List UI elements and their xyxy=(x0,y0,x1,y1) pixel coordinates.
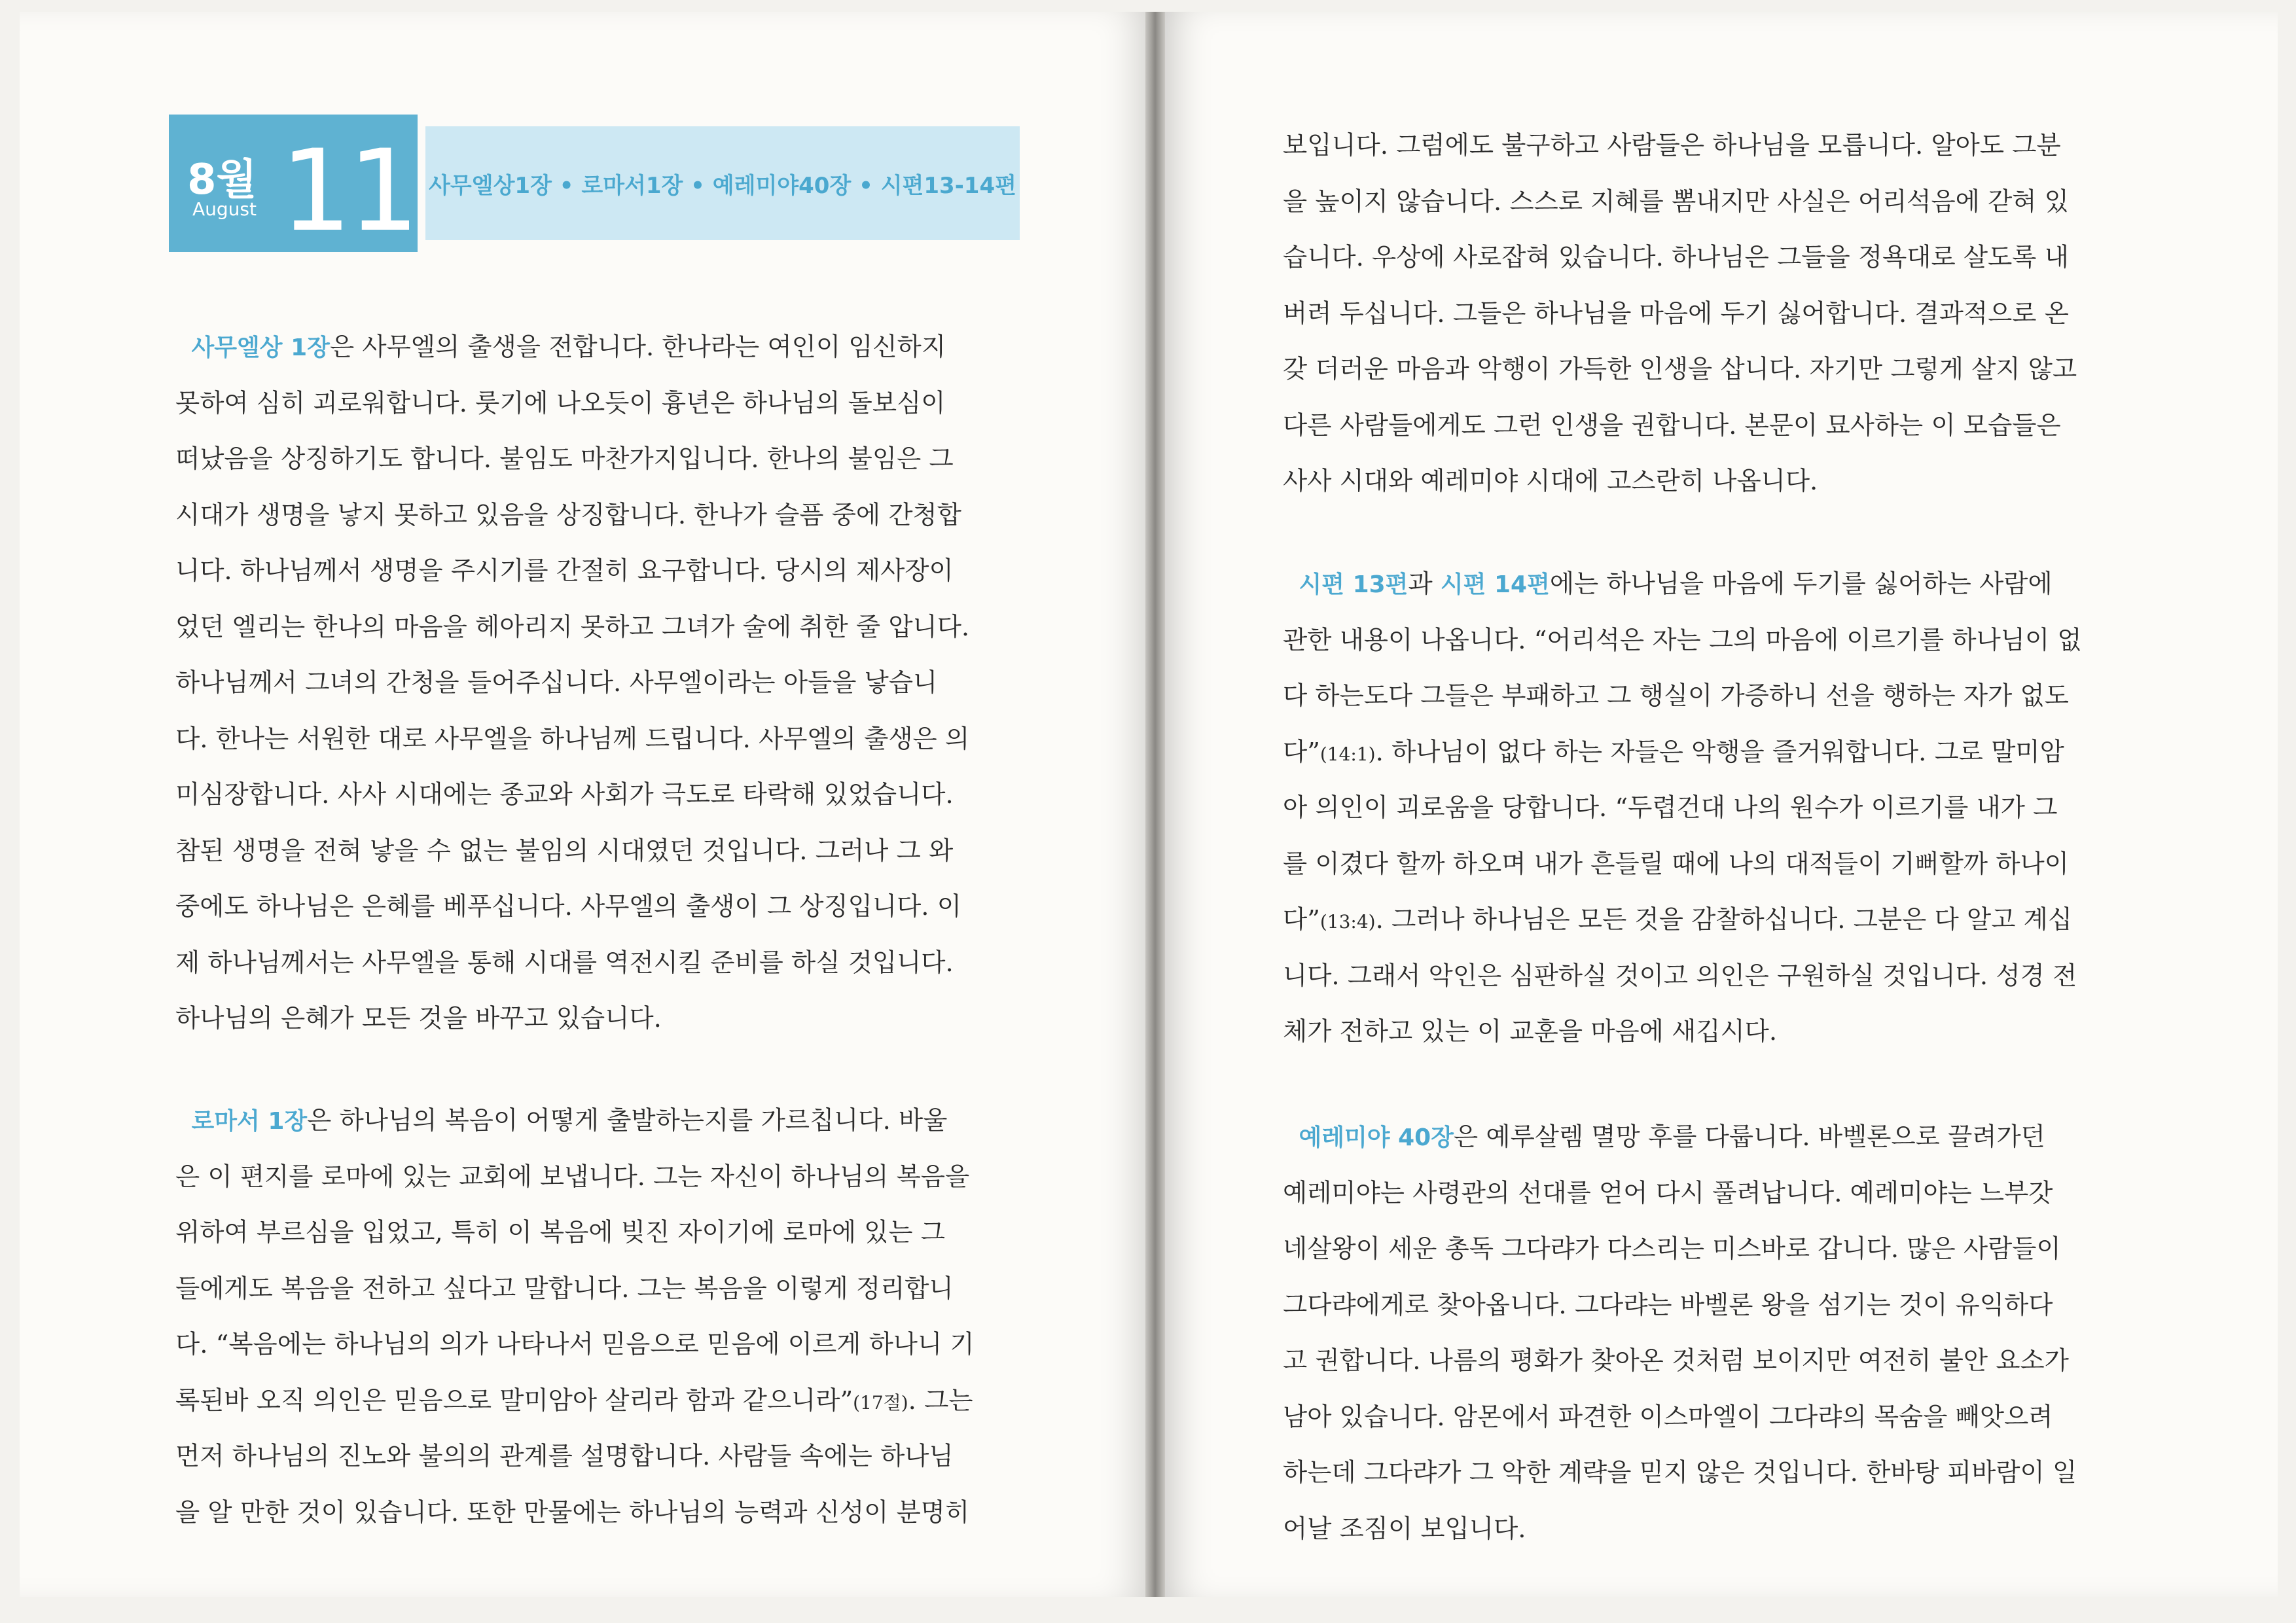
text-line: 사무엘상 1장은 사무엘의 출생을 전합니다. 한나라는 여인이 임신하지 xyxy=(191,332,946,362)
text-line: 하나님께서 그녀의 간청을 들어주십니다. 사무엘이라는 아들을 낳습니 xyxy=(175,668,938,698)
day-number: 11 xyxy=(280,125,416,257)
text-line: 을 높이지 않습니다. 스스로 지혜를 뽐내지만 사실은 어리석음에 갇혀 있 xyxy=(1283,187,2069,217)
passage-keyword: 시편 13편 xyxy=(1299,571,1408,598)
text-line: 로마서 1장은 하나님의 복음이 어떻게 출발하는지를 가르칩니다. 바울 xyxy=(191,1106,948,1135)
passage-banner xyxy=(425,126,1020,240)
text-line: 예레미야 40장은 예루살렘 멸망 후를 다룹니다. 바벨론으로 끌려가던 xyxy=(1299,1122,2045,1152)
text-line: 그다랴에게로 찾아옵니다. 그다랴는 바벨론 왕을 섬기는 것이 유익하다 xyxy=(1283,1290,2053,1320)
verse-reference: (14:1) xyxy=(1319,743,1376,765)
text-line: 을 알 만한 것이 있습니다. 또한 만물에는 하나님의 능력과 신성이 분명히 xyxy=(175,1497,970,1527)
date-box xyxy=(169,115,418,257)
passage-keyword: 사무엘상 1장 xyxy=(191,334,330,361)
text-line: 시대가 생명을 낳지 못하고 있음을 상징합니다. 한나가 슬픔 중에 간청합 xyxy=(175,500,961,530)
text-line: 미심장합니다. 사사 시대에는 종교와 사회가 극도로 타락해 있었습니다. xyxy=(175,780,954,810)
text-line: 다”(14:1). 하나님이 없다 하는 자들은 악행을 즐거워합니다. 그로 말미암 xyxy=(1283,737,2064,767)
paragraph-samuel xyxy=(175,319,969,1047)
text-line: 니다. 하나님께서 생명을 주시기를 간절히 요구합니다. 당시의 제사장이 xyxy=(175,556,954,586)
text-line: 습니다. 우상에 사로잡혀 있습니다. 하나님은 그들을 정욕대로 살도록 내 xyxy=(1283,243,2069,272)
text-line: 하나님의 은혜가 모든 것을 바꾸고 있습니다. xyxy=(175,1004,662,1033)
text-line: 버려 두십니다. 그들은 하나님을 마음에 두기 싫어합니다. 결과적으로 온 xyxy=(1283,298,2069,329)
text-line: 시편 13편과 시편 14편에는 하나님을 마음에 두기를 싫어하는 사람에 xyxy=(1299,569,2053,599)
text-line: 갖 더러운 마음과 악행이 가득한 인생을 삽니다. 자기만 그렇게 살지 않고 xyxy=(1283,355,2077,384)
text-line: 어날 조짐이 보입니다. xyxy=(1283,1514,1526,1544)
text-line: 떠났음을 상징하기도 합니다. 불임도 마찬가지입니다. 한나의 불임은 그 xyxy=(175,444,954,474)
paragraph-jeremiah xyxy=(1283,1109,2077,1557)
text-line: 은 이 편지를 로마에 있는 교회에 보냅니다. 그는 자신이 하나님의 복음을 xyxy=(175,1162,970,1192)
text-line: 체가 전하고 있는 이 교훈을 마음에 새깁시다. xyxy=(1283,1017,1778,1046)
text-line: 못하여 심히 괴로워합니다. 룻기에 나오듯이 흉년은 하나님의 돌보심이 xyxy=(175,388,946,418)
month-label: 8월 xyxy=(187,156,257,204)
paragraph-romans-continued xyxy=(1283,118,2077,510)
book-gutter xyxy=(1145,12,1165,1597)
text-line: 중에도 하나님은 은혜를 베푸십니다. 사무엘의 출생이 그 상징입니다. 이 xyxy=(175,892,961,921)
text-line: 참된 생명을 전혀 낳을 수 없는 불임의 시대였던 것입니다. 그러나 그 와 xyxy=(175,836,954,866)
text-line: 관한 내용이 나옵니다. “어리석은 자는 그의 마음에 이르기를 하나님이 없 xyxy=(1283,625,2082,655)
text-line: 네살왕이 세운 총독 그다랴가 다스리는 미스바로 갑니다. 많은 사람들이 xyxy=(1283,1234,2061,1264)
month-english-label: August xyxy=(192,198,257,220)
date-header xyxy=(169,115,1059,257)
text-line: 남아 있습니다. 암몬에서 파견한 이스마엘이 그다랴의 목숨을 빼앗으려 xyxy=(1283,1402,2053,1432)
text-line: 하는데 그다랴가 그 악한 계략을 믿지 않은 것입니다. 한바탕 피바람이 일 xyxy=(1283,1458,2077,1488)
text-line: 다. “복음에는 하나님의 의가 나타나서 믿음으로 믿음에 이르게 하나니 기 xyxy=(175,1330,975,1359)
text-line: 니다. 그래서 악인은 심판하실 것이고 의인은 구원하실 것입니다. 성경 전 xyxy=(1283,961,2077,991)
paragraph-romans xyxy=(175,1093,975,1541)
text-line: 사사 시대와 예레미야 시대에 고스란히 나옵니다. xyxy=(1283,467,1818,496)
text-line: 다”(13:4). 그러나 하나님은 모든 것을 감찰하십니다. 그분은 다 알고 계십 xyxy=(1283,905,2073,935)
paragraph-psalms xyxy=(1283,556,2082,1060)
text-line: 아 의인이 괴로움을 당합니다. “두렵건대 나의 원수가 이르기를 내가 그 xyxy=(1283,793,2058,823)
text-line: 고 권합니다. 나름의 평화가 찾아온 것처럼 보이지만 여전히 불안 요소가 xyxy=(1283,1346,2069,1376)
passage-keyword: 예레미야 40장 xyxy=(1299,1124,1454,1151)
passage-keyword: 로마서 1장 xyxy=(191,1108,308,1135)
text-line: 다. 한나는 서원한 대로 사무엘을 하나님께 드립니다. 사무엘의 출생은 의 xyxy=(175,724,970,754)
text-line: 록된바 오직 의인은 믿음으로 말미암아 살리라 함과 같으니라”(17절). 그는 xyxy=(175,1385,973,1416)
text-line: 예레미야는 사령관의 선대를 얻어 다시 풀려납니다. 예레미야는 느부갓 xyxy=(1283,1178,2053,1208)
passage-list: 사무엘상1장 • 로마서1장 • 예레미야40장 • 시편13-14편 xyxy=(429,172,1016,199)
text-line: 었던 엘리는 한나의 마음을 헤아리지 못하고 그녀가 술에 취한 줄 압니다. xyxy=(175,612,970,642)
text-line: 다 하는도다 그들은 부패하고 그 행실이 가증하니 선을 행하는 자가 없도 xyxy=(1283,681,2069,711)
text-line: 보입니다. 그럼에도 불구하고 사람들은 하나님을 모릅니다. 알아도 그분 xyxy=(1283,131,2061,160)
text-line: 들에게도 복음을 전하고 싶다고 말합니다. 그는 복음을 이렇게 정리합니 xyxy=(175,1274,954,1304)
text-line: 를 이겼다 할까 하오며 내가 흔들릴 때에 나의 대적들이 기뻐할까 하나이 xyxy=(1283,849,2069,879)
passage-keyword: 시편 14편 xyxy=(1440,571,1550,598)
text-line: 먼저 하나님의 진노와 불의의 관계를 설명합니다. 사람들 속에는 하나님 xyxy=(175,1442,954,1471)
verse-reference: (17절) xyxy=(853,1391,908,1414)
verse-reference: (13:4) xyxy=(1319,911,1376,933)
text-line: 위하여 부르심을 입었고, 특히 이 복음에 빚진 자이기에 로마에 있는 그 xyxy=(175,1218,945,1247)
text-line: 다른 사람들에게도 그런 인생을 권합니다. 본문이 묘사하는 이 모습들은 xyxy=(1283,410,2061,440)
text-line: 제 하나님께서는 사무엘을 통해 시대를 역전시킬 준비를 하실 것입니다. xyxy=(175,948,954,978)
